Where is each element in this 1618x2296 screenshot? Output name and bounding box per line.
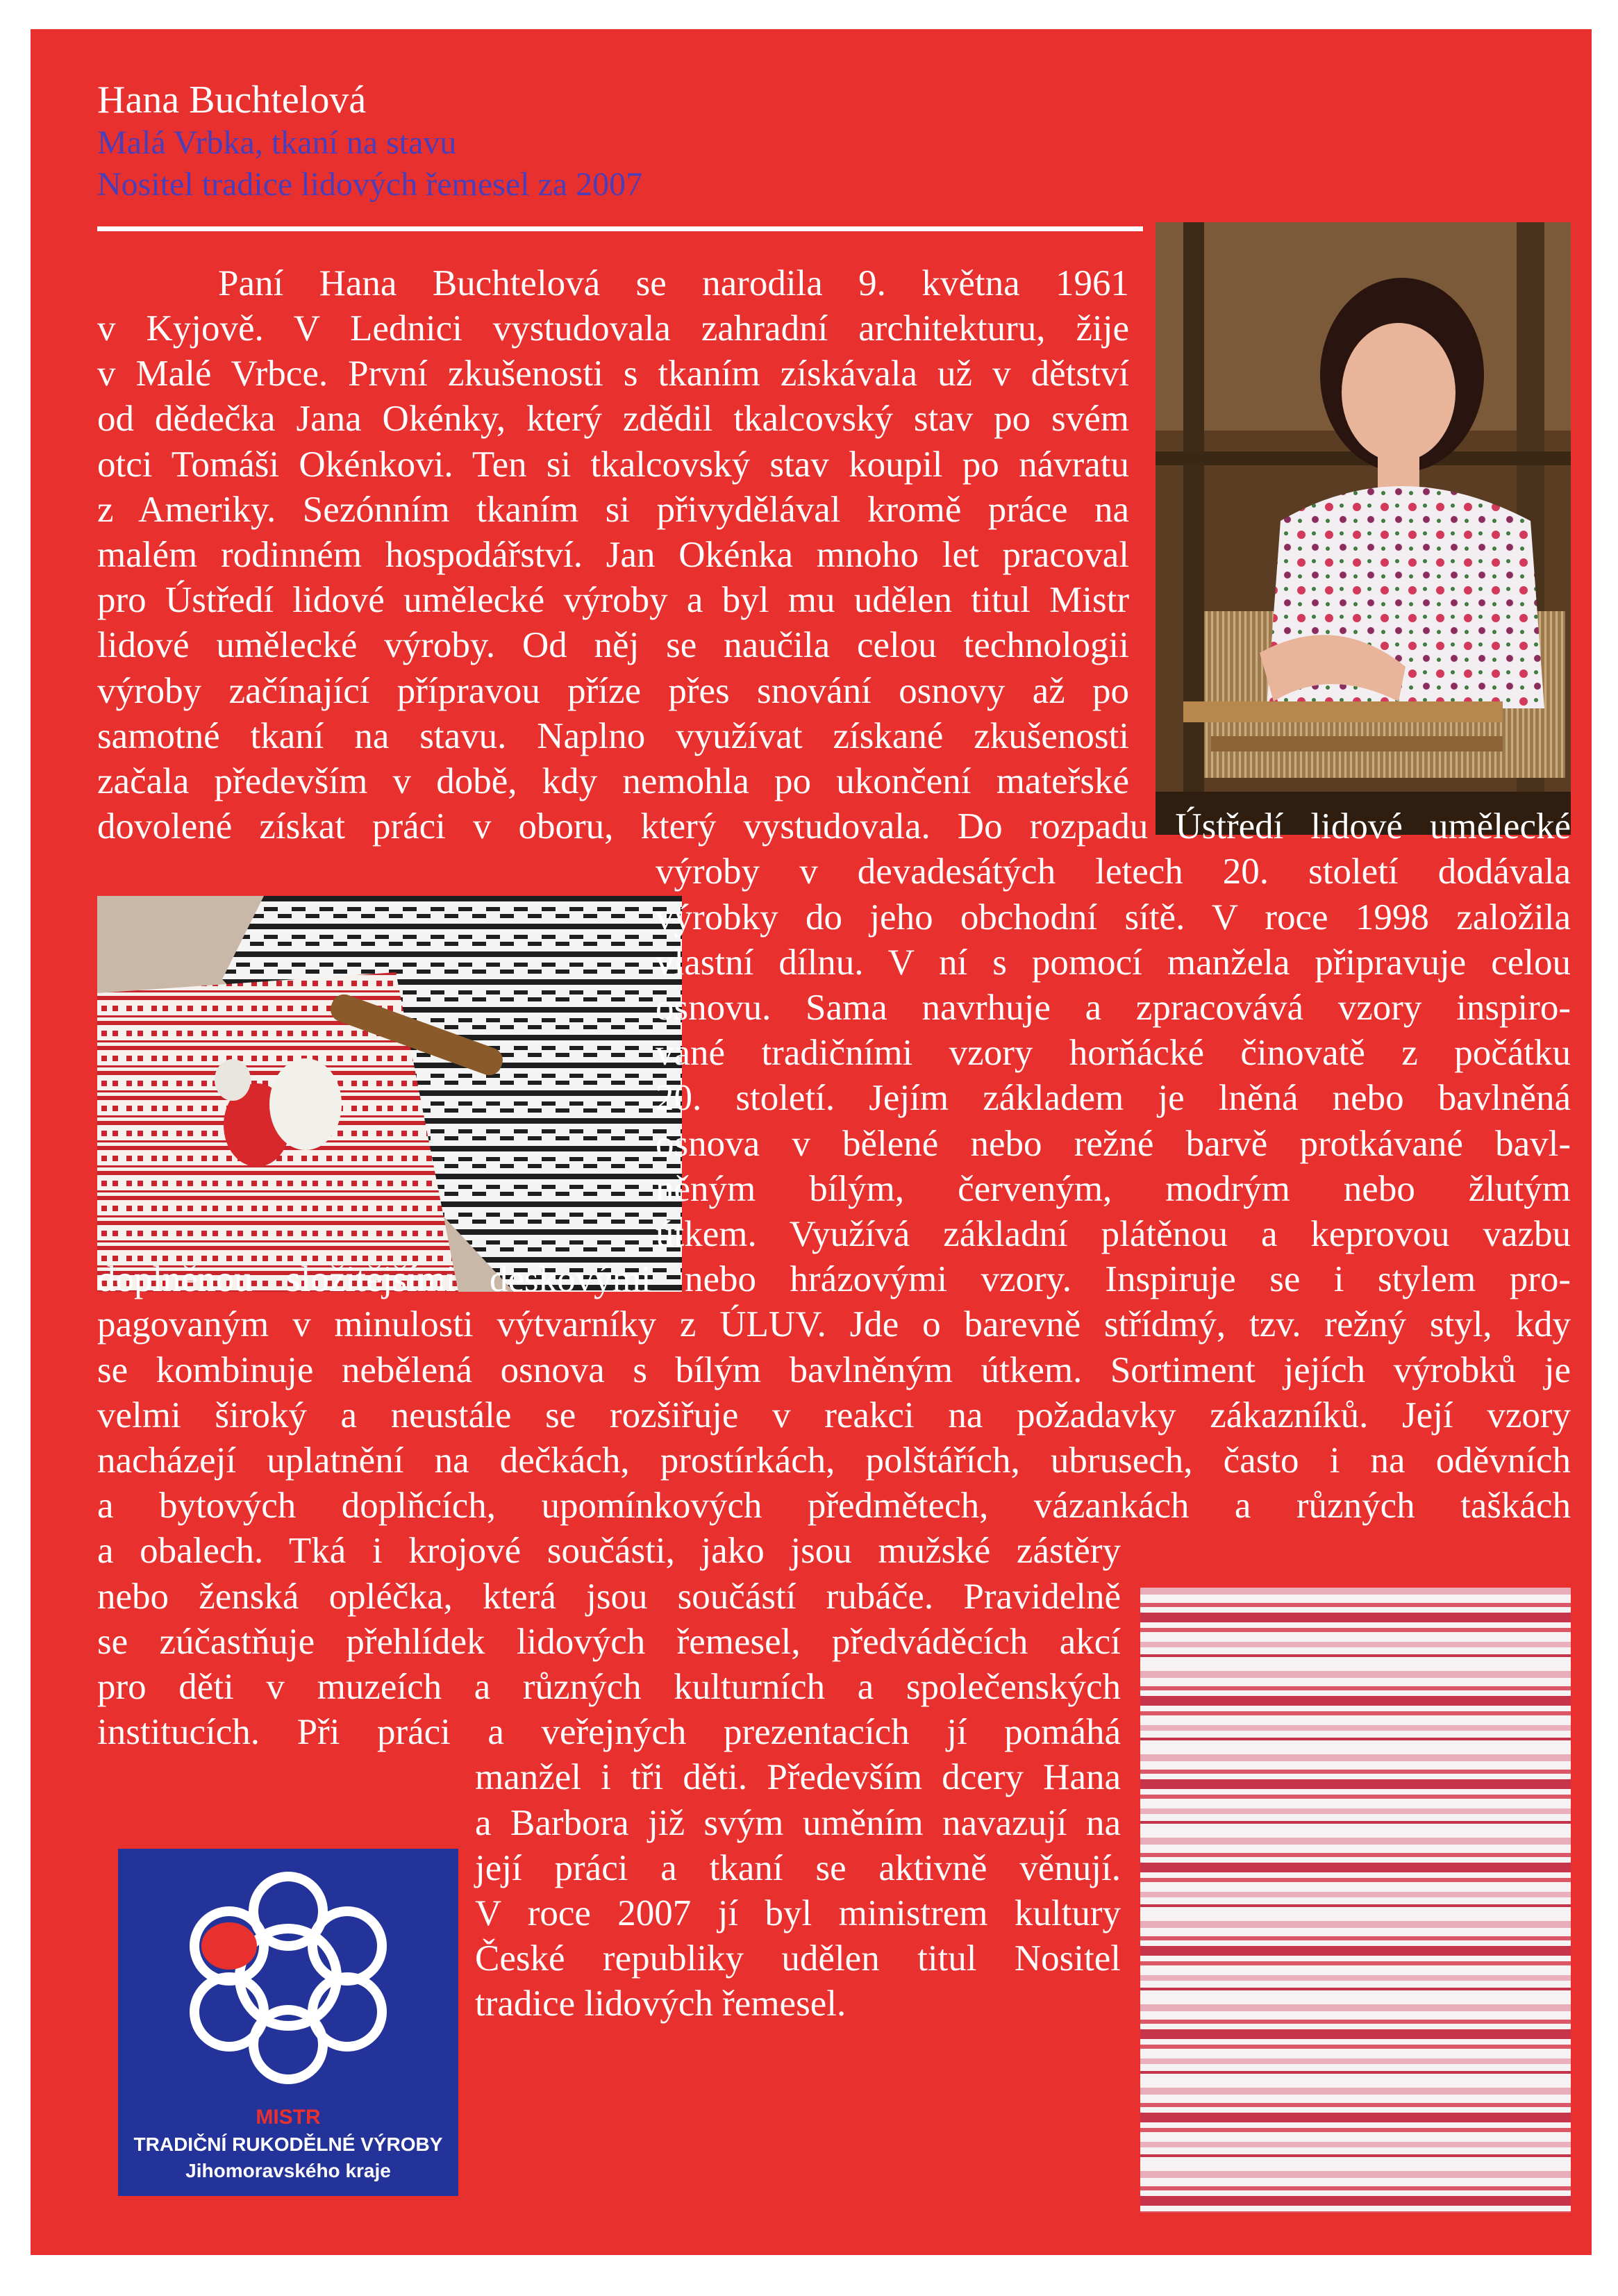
text-line: pro Ústředí lidové umělecké výroby a byl mu udělen titul Mistr — [97, 580, 1129, 620]
text-line: tradice lidových řemesel. — [475, 1983, 846, 2024]
text-line: pro děti v muzeích a různých kulturních a společenských — [97, 1667, 1121, 1707]
text-line: vlastní dílnu. V ní s pomocí manžela připravuje celou — [656, 942, 1571, 983]
text-line: výroby začínající přípravou příze přes snování osnovy až po — [97, 671, 1129, 711]
text-line: něným bílým, červeným, modrým nebo žlutým — [656, 1169, 1571, 1209]
text-line: útkem. Využívá základní plátěnou a keprovou vazbu — [656, 1214, 1571, 1254]
flower-emblem-icon — [118, 1849, 458, 2106]
text-line: v Kyjově. V Lednici vystudovala zahradní architekturu, žije — [97, 308, 1129, 349]
text-line: nacházejí uplatnění na dečkách, prostírkách, polštářích, ubrusech, často i na oděvních — [97, 1440, 1571, 1481]
text-line: České republiky udělen titul Nositel — [475, 1938, 1121, 1979]
text-line: a obalech. Tká i krojové součásti, jako jsou mužské zástěry — [97, 1531, 1121, 1571]
text-line: lidové umělecké výroby. Od něj se naučila celou technologii — [97, 625, 1129, 665]
woven-textiles-photo — [97, 896, 682, 1292]
striped-cloth-photo — [1140, 1588, 1571, 2213]
weaver-portrait-photo — [1156, 222, 1571, 835]
text-line: malém rodinném hospodářství. Jan Okénka mnoho let pracoval — [97, 535, 1129, 575]
mistr-logo — [118, 1849, 458, 2196]
logo-region: Jihomoravského kraje — [185, 2160, 391, 2181]
text-line: osnovu. Sama navrhuje a zpracovává vzory inspiro- — [656, 988, 1571, 1028]
text-line: výrobky do jeho obchodní sítě. V roce 1998 založila — [656, 897, 1571, 938]
text-line: její práci a tkaní se aktivně věnují. — [475, 1848, 1121, 1888]
text-line: v Malé Vrbce. První zkušenosti s tkaním získávala už v dětství — [97, 353, 1129, 394]
header — [97, 78, 642, 206]
award-title: Nositel tradice lidových řemesel za 2007 — [97, 166, 643, 203]
text-line: pagovaným v minulosti výtvarníky z ÚLUV. Jde o barevně střídmý, tzv. režný styl, kdy — [97, 1304, 1571, 1345]
text-line: V roce 2007 jí byl ministrem kultury — [475, 1893, 1121, 1933]
page-background — [31, 29, 1592, 2255]
text-line: dovolené získat práci v oboru, který vystudovala. Do rozpadu Ústředí lidové umělecké — [97, 806, 1571, 847]
text-line: doplněnou složitějšími deskovými nebo hrázovými vzory. Inspiruje se i stylem pro- — [97, 1259, 1571, 1299]
text-line: a Barbora již svým uměním navazují na — [475, 1803, 1121, 1843]
text-line: vané tradičními vzory horňácké činovatě z počátku — [656, 1033, 1571, 1073]
text-line: se kombinuje nebělená osnova s bílým bavlněným útkem. Sortiment jejích výrobků je — [97, 1350, 1571, 1390]
text-line: a bytových doplňcích, upomínkových předmětech, vázankách a různých taškách — [97, 1486, 1571, 1526]
text-line: velmi široký a neustále se rozšiřuje v reakci na požadavky zákazníků. Její vzory — [97, 1395, 1571, 1436]
text-line: otci Tomáši Okénkovi. Ten si tkalcovský stav koupil po návratu — [97, 444, 1129, 485]
text-line: z Ameriky. Sezónním tkaním si přivydělával kromě práce na — [97, 490, 1129, 530]
text-line: Paní Hana Buchtelová se narodila 9. května 1961 — [218, 263, 1129, 303]
logo-title: MISTR — [256, 2106, 321, 2129]
person-name: Hana Buchtelová — [97, 78, 367, 122]
header-divider — [97, 226, 1143, 231]
logo-subtitle: TRADIČNÍ RUKODĚLNÉ VÝROBY — [133, 2133, 443, 2155]
text-line: nebo ženská opléčka, která jsou součástí rubáče. Pravidelně — [97, 1577, 1121, 1617]
text-line: samotné tkaní na stavu. Naplno využívat získané zkušenosti — [97, 716, 1129, 756]
text-line: 20. století. Jejím základem je lněná nebo bavlněná — [656, 1078, 1571, 1118]
text-line: manžel i tři děti. Především dcery Hana — [475, 1757, 1121, 1797]
text-line: se zúčastňuje přehlídek lidových řemesel, předváděcích akcí — [97, 1622, 1121, 1662]
text-line: začala především v době, kdy nemohla po ukončení mateřské — [97, 761, 1129, 801]
text-line: osnova v bělené nebo režné barvě protkávané bavl- — [656, 1124, 1571, 1164]
text-line: od dědečka Jana Okénky, který zdědil tkalcovský stav po svém — [97, 399, 1129, 439]
text-line: výroby v devadesátých letech 20. století dodávala — [656, 851, 1571, 892]
location-craft: Malá Vrbka, tkaní na stavu — [97, 124, 457, 161]
text-line: institucích. Při práci a veřejných prezentacích jí pomáhá — [97, 1712, 1121, 1752]
